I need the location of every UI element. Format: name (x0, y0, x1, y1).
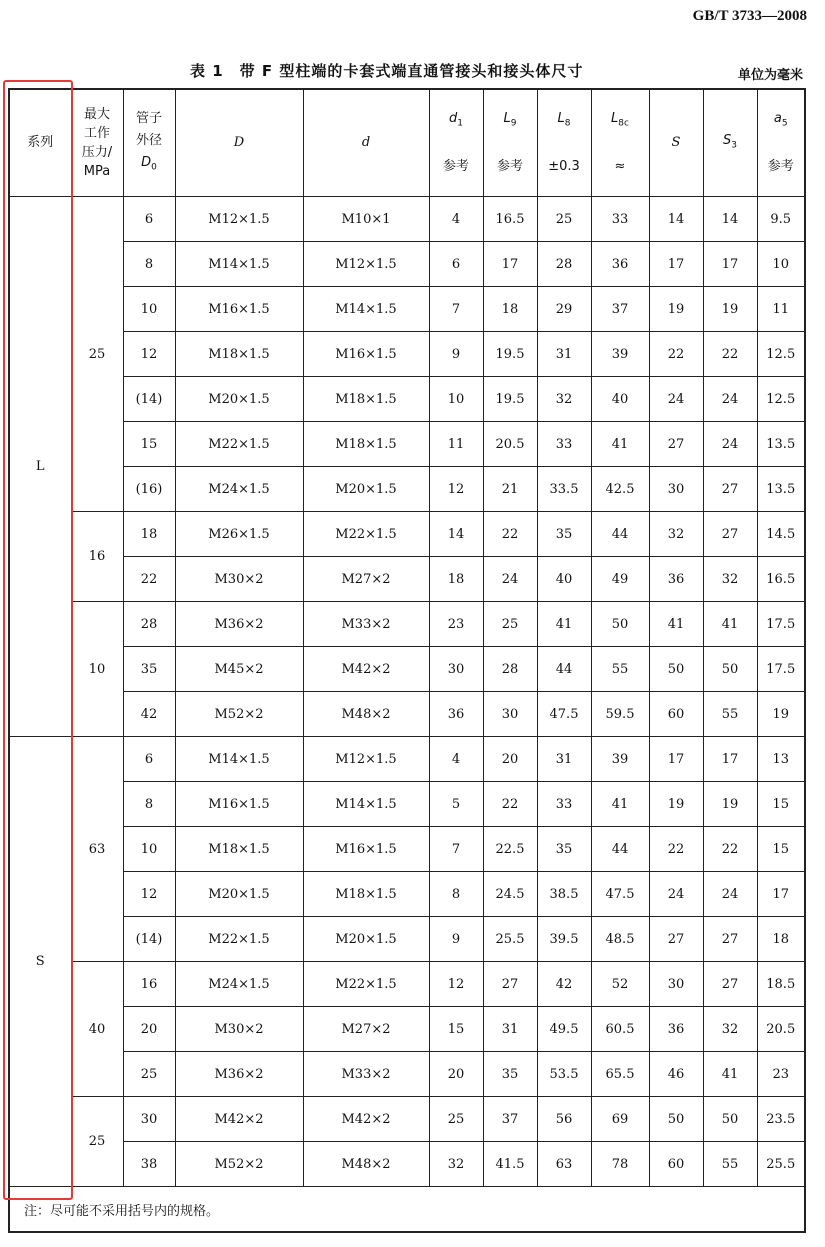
d-cell: M12×1.5 (303, 242, 429, 287)
d-cell: M18×1.5 (303, 872, 429, 917)
a5-cell: 17.5 (757, 602, 805, 647)
L8c-cell: 41 (591, 422, 649, 467)
table-row (9, 827, 805, 872)
a5-cell: 13.5 (757, 422, 805, 467)
a5-cell: 15 (757, 827, 805, 872)
D-cell: M26×1.5 (175, 512, 303, 557)
L8-cell: 31 (537, 737, 591, 782)
a5-cell: 9.5 (757, 197, 805, 242)
od-cell: 8 (123, 242, 175, 287)
S3-cell: 55 (703, 1142, 757, 1187)
dimension-table (8, 88, 806, 1233)
table-row (9, 602, 805, 647)
d-cell: M22×1.5 (303, 962, 429, 1007)
S3-cell: 41 (703, 1052, 757, 1097)
od-cell: 35 (123, 647, 175, 692)
L9-cell: 16.5 (483, 197, 537, 242)
S3-cell: 27 (703, 512, 757, 557)
L8-cell: 35 (537, 512, 591, 557)
d-cell: M48×2 (303, 692, 429, 737)
table-row (9, 332, 805, 377)
L8c-cell: 33 (591, 197, 649, 242)
header-row (9, 89, 805, 197)
od-cell: 15 (123, 422, 175, 467)
d-cell: M42×2 (303, 647, 429, 692)
od-cell: 28 (123, 602, 175, 647)
L8c-cell: 50 (591, 602, 649, 647)
L8-cell: 56 (537, 1097, 591, 1142)
L8c-cell: 69 (591, 1097, 649, 1142)
L8-cell: 53.5 (537, 1052, 591, 1097)
table-row (9, 962, 805, 1007)
L8-cell: 47.5 (537, 692, 591, 737)
S3-cell: 17 (703, 737, 757, 782)
D-cell: M14×1.5 (175, 242, 303, 287)
D-cell: M14×1.5 (175, 737, 303, 782)
S-cell: 27 (649, 917, 703, 962)
S-cell: 50 (649, 647, 703, 692)
L9-cell: 21 (483, 467, 537, 512)
L9-cell: 19.5 (483, 377, 537, 422)
S-cell: 17 (649, 242, 703, 287)
L8-cell: 35 (537, 827, 591, 872)
a5-cell: 13 (757, 737, 805, 782)
S-cell: 19 (649, 287, 703, 332)
a5-cell: 16.5 (757, 557, 805, 602)
D-cell: M24×1.5 (175, 962, 303, 1007)
od-cell: (16) (123, 467, 175, 512)
S3-cell: 22 (703, 827, 757, 872)
D-cell: M16×1.5 (175, 287, 303, 332)
S-cell: 50 (649, 1097, 703, 1142)
d1-cell: 36 (429, 692, 483, 737)
d1-cell: 15 (429, 1007, 483, 1052)
header-max-pressure: 最大 工作 压力/ MPa (71, 89, 123, 197)
S-cell: 19 (649, 782, 703, 827)
od-cell: 16 (123, 962, 175, 1007)
S-cell: 27 (649, 422, 703, 467)
pressure-cell: 63 (71, 737, 123, 962)
a5-cell: 25.5 (757, 1142, 805, 1187)
series-cell: S (9, 737, 71, 1187)
D-cell: M18×1.5 (175, 332, 303, 377)
footnote-row (9, 1187, 805, 1233)
S-cell: 60 (649, 692, 703, 737)
pressure-cell: 25 (71, 1097, 123, 1187)
L8c-cell: 44 (591, 512, 649, 557)
L8-cell: 25 (537, 197, 591, 242)
L8c-cell: 39 (591, 737, 649, 782)
L9-cell: 30 (483, 692, 537, 737)
d-cell: M18×1.5 (303, 377, 429, 422)
od-cell: 25 (123, 1052, 175, 1097)
L9-cell: 25.5 (483, 917, 537, 962)
L8c-cell: 59.5 (591, 692, 649, 737)
L8-cell: 33 (537, 782, 591, 827)
L8c-cell: 52 (591, 962, 649, 1007)
L8c-cell: 40 (591, 377, 649, 422)
table-row (9, 737, 805, 782)
od-cell: 38 (123, 1142, 175, 1187)
a5-cell: 12.5 (757, 332, 805, 377)
D-cell: M36×2 (175, 1052, 303, 1097)
D-cell: M24×1.5 (175, 467, 303, 512)
d-cell: M16×1.5 (303, 827, 429, 872)
L8c-cell: 39 (591, 332, 649, 377)
od-cell: 10 (123, 287, 175, 332)
unit-note: 单位为毫米 (737, 68, 803, 83)
pressure-cell: 25 (71, 197, 123, 512)
S3-cell: 22 (703, 332, 757, 377)
header-S3: $S_3$ (703, 89, 757, 197)
L8-cell: 33.5 (537, 467, 591, 512)
od-cell: (14) (123, 377, 175, 422)
a5-cell: 18 (757, 917, 805, 962)
d1-cell: 10 (429, 377, 483, 422)
L9-cell: 20.5 (483, 422, 537, 467)
a5-cell: 20.5 (757, 1007, 805, 1052)
a5-cell: 17 (757, 872, 805, 917)
S-cell: 24 (649, 872, 703, 917)
L8-cell: 33 (537, 422, 591, 467)
d-cell: M14×1.5 (303, 287, 429, 332)
L8-cell: 31 (537, 332, 591, 377)
pressure-cell: 16 (71, 512, 123, 602)
S-cell: 32 (649, 512, 703, 557)
d-cell: M20×1.5 (303, 917, 429, 962)
S3-cell: 32 (703, 1007, 757, 1052)
d-cell: M10×1 (303, 197, 429, 242)
L8-cell: 40 (537, 557, 591, 602)
S3-cell: 17 (703, 242, 757, 287)
S-cell: 46 (649, 1052, 703, 1097)
d1-cell: 7 (429, 827, 483, 872)
L8c-cell: 65.5 (591, 1052, 649, 1097)
L9-cell: 28 (483, 647, 537, 692)
a5-cell: 14.5 (757, 512, 805, 557)
D-cell: M36×2 (175, 602, 303, 647)
L8-cell: 49.5 (537, 1007, 591, 1052)
series-cell: L (9, 197, 71, 737)
od-cell: 12 (123, 872, 175, 917)
d1-cell: 11 (429, 422, 483, 467)
L8-cell: 32 (537, 377, 591, 422)
d1-cell: 18 (429, 557, 483, 602)
table-row (9, 422, 805, 467)
header-L8: $L_8$ ±0.3 (537, 89, 591, 197)
od-cell: 30 (123, 1097, 175, 1142)
L8-cell: 39.5 (537, 917, 591, 962)
D-cell: M20×1.5 (175, 872, 303, 917)
L8-cell: 41 (537, 602, 591, 647)
header-tube-od: 管子 外径 $D_0$ (123, 89, 175, 197)
L9-cell: 22 (483, 512, 537, 557)
L9-cell: 25 (483, 602, 537, 647)
L9-cell: 24 (483, 557, 537, 602)
pressure-cell: 10 (71, 602, 123, 737)
od-cell: 6 (123, 197, 175, 242)
L9-cell: 31 (483, 1007, 537, 1052)
od-cell: 6 (123, 737, 175, 782)
L8c-cell: 41 (591, 782, 649, 827)
L8c-cell: 36 (591, 242, 649, 287)
S-cell: 17 (649, 737, 703, 782)
S3-cell: 19 (703, 287, 757, 332)
a5-cell: 23.5 (757, 1097, 805, 1142)
L8c-cell: 44 (591, 827, 649, 872)
S-cell: 36 (649, 1007, 703, 1052)
header-L8c: $L_{8c}$ ≈ (591, 89, 649, 197)
S3-cell: 27 (703, 962, 757, 1007)
L8c-cell: 48.5 (591, 917, 649, 962)
D-cell: M22×1.5 (175, 422, 303, 467)
S3-cell: 32 (703, 557, 757, 602)
header-L9: $L_9$ 参考 (483, 89, 537, 197)
L8c-cell: 37 (591, 287, 649, 332)
d-cell: M42×2 (303, 1097, 429, 1142)
S3-cell: 27 (703, 917, 757, 962)
S3-cell: 55 (703, 692, 757, 737)
d1-cell: 7 (429, 287, 483, 332)
footnote: 注：尽可能不采用括号内的规格。 (9, 1187, 805, 1233)
d1-cell: 14 (429, 512, 483, 557)
d1-cell: 12 (429, 467, 483, 512)
D-cell: M12×1.5 (175, 197, 303, 242)
standard-number: GB/T 3733—2008 (692, 8, 807, 24)
a5-cell: 11 (757, 287, 805, 332)
S-cell: 24 (649, 377, 703, 422)
d1-cell: 4 (429, 197, 483, 242)
S3-cell: 27 (703, 467, 757, 512)
table-row (9, 872, 805, 917)
d-cell: M48×2 (303, 1142, 429, 1187)
S-cell: 30 (649, 467, 703, 512)
S-cell: 22 (649, 332, 703, 377)
d1-cell: 9 (429, 917, 483, 962)
table-row (9, 467, 805, 512)
d-cell: M16×1.5 (303, 332, 429, 377)
D-cell: M30×2 (175, 557, 303, 602)
D-cell: M18×1.5 (175, 827, 303, 872)
D-cell: M30×2 (175, 1007, 303, 1052)
S3-cell: 24 (703, 377, 757, 422)
d1-cell: 25 (429, 1097, 483, 1142)
table-row (9, 242, 805, 287)
L8-cell: 44 (537, 647, 591, 692)
table-caption: 表 1 带 F 型柱端的卡套式端直通管接头和接头体尺寸 (190, 62, 584, 80)
L8-cell: 28 (537, 242, 591, 287)
od-cell: 12 (123, 332, 175, 377)
S3-cell: 24 (703, 422, 757, 467)
a5-cell: 17.5 (757, 647, 805, 692)
a5-cell: 18.5 (757, 962, 805, 1007)
d1-cell: 8 (429, 872, 483, 917)
L8c-cell: 60.5 (591, 1007, 649, 1052)
S-cell: 36 (649, 557, 703, 602)
L8c-cell: 55 (591, 647, 649, 692)
header-S: S (649, 89, 703, 197)
D-cell: M16×1.5 (175, 782, 303, 827)
table-row (9, 557, 805, 602)
d1-cell: 9 (429, 332, 483, 377)
od-cell: (14) (123, 917, 175, 962)
table-row (9, 1052, 805, 1097)
d-cell: M12×1.5 (303, 737, 429, 782)
table-row (9, 917, 805, 962)
header-D: D (175, 89, 303, 197)
D-cell: M45×2 (175, 647, 303, 692)
S3-cell: 50 (703, 1097, 757, 1142)
d-cell: M18×1.5 (303, 422, 429, 467)
od-cell: 8 (123, 782, 175, 827)
a5-cell: 10 (757, 242, 805, 287)
a5-cell: 19 (757, 692, 805, 737)
S-cell: 60 (649, 1142, 703, 1187)
L9-cell: 24.5 (483, 872, 537, 917)
d1-cell: 32 (429, 1142, 483, 1187)
header-series: 系列 (9, 89, 71, 197)
d-cell: M27×2 (303, 557, 429, 602)
table-row (9, 377, 805, 422)
S-cell: 30 (649, 962, 703, 1007)
d-cell: M33×2 (303, 602, 429, 647)
D-cell: M52×2 (175, 692, 303, 737)
S3-cell: 19 (703, 782, 757, 827)
od-cell: 42 (123, 692, 175, 737)
d-cell: M22×1.5 (303, 512, 429, 557)
L9-cell: 19.5 (483, 332, 537, 377)
header-a5: $a_5$ 参考 (757, 89, 805, 197)
S3-cell: 14 (703, 197, 757, 242)
L9-cell: 17 (483, 242, 537, 287)
L9-cell: 27 (483, 962, 537, 1007)
S-cell: 22 (649, 827, 703, 872)
L8c-cell: 47.5 (591, 872, 649, 917)
D-cell: M20×1.5 (175, 377, 303, 422)
d-cell: M33×2 (303, 1052, 429, 1097)
L8-cell: 42 (537, 962, 591, 1007)
a5-cell: 15 (757, 782, 805, 827)
L8-cell: 38.5 (537, 872, 591, 917)
d-cell: M14×1.5 (303, 782, 429, 827)
table-row (9, 287, 805, 332)
table-row (9, 512, 805, 557)
S-cell: 41 (649, 602, 703, 647)
header-d1: $d_1$ 参考 (429, 89, 483, 197)
L8c-cell: 78 (591, 1142, 649, 1187)
table-row (9, 1007, 805, 1052)
L9-cell: 18 (483, 287, 537, 332)
L9-cell: 22.5 (483, 827, 537, 872)
header-d: d (303, 89, 429, 197)
D-cell: M22×1.5 (175, 917, 303, 962)
table-row (9, 692, 805, 737)
L8c-cell: 42.5 (591, 467, 649, 512)
S3-cell: 24 (703, 872, 757, 917)
pressure-cell: 40 (71, 962, 123, 1097)
table-row (9, 647, 805, 692)
d1-cell: 12 (429, 962, 483, 1007)
L9-cell: 35 (483, 1052, 537, 1097)
a5-cell: 12.5 (757, 377, 805, 422)
L8-cell: 63 (537, 1142, 591, 1187)
table-row (9, 197, 805, 242)
d1-cell: 20 (429, 1052, 483, 1097)
d1-cell: 5 (429, 782, 483, 827)
S-cell: 14 (649, 197, 703, 242)
d1-cell: 6 (429, 242, 483, 287)
a5-cell: 23 (757, 1052, 805, 1097)
od-cell: 10 (123, 827, 175, 872)
L9-cell: 37 (483, 1097, 537, 1142)
table-row (9, 782, 805, 827)
od-cell: 18 (123, 512, 175, 557)
od-cell: 20 (123, 1007, 175, 1052)
D-cell: M42×2 (175, 1097, 303, 1142)
table-row (9, 1142, 805, 1187)
L9-cell: 22 (483, 782, 537, 827)
d-cell: M20×1.5 (303, 467, 429, 512)
L9-cell: 20 (483, 737, 537, 782)
S3-cell: 50 (703, 647, 757, 692)
d-cell: M27×2 (303, 1007, 429, 1052)
d1-cell: 23 (429, 602, 483, 647)
L8c-cell: 49 (591, 557, 649, 602)
L9-cell: 41.5 (483, 1142, 537, 1187)
a5-cell: 13.5 (757, 467, 805, 512)
L8-cell: 29 (537, 287, 591, 332)
table-row (9, 1097, 805, 1142)
d1-cell: 4 (429, 737, 483, 782)
S3-cell: 41 (703, 602, 757, 647)
D-cell: M52×2 (175, 1142, 303, 1187)
d1-cell: 30 (429, 647, 483, 692)
od-cell: 22 (123, 557, 175, 602)
